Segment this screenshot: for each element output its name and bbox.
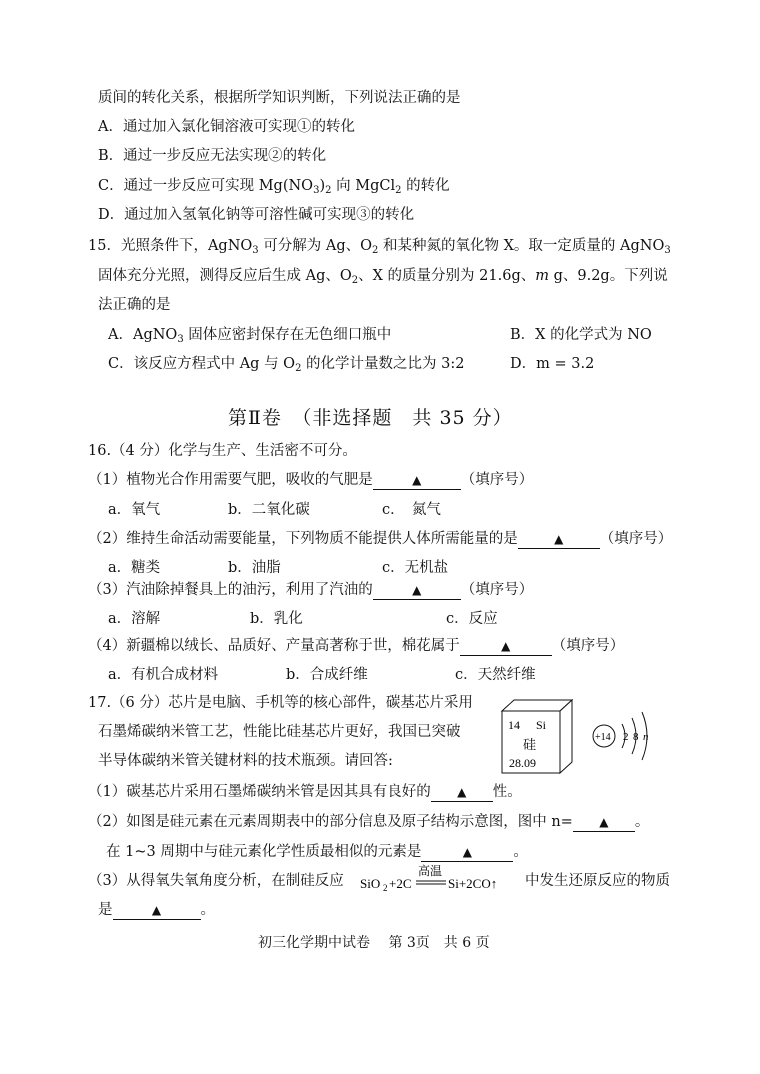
q16-p3-text: （3）汽油除掉餐具上的油污，利用了汽油的 (88, 582, 373, 598)
answer-blank[interactable]: ▲ (421, 844, 513, 862)
q14-c-sub1: 3 (313, 185, 320, 196)
answer-blank[interactable]: ▲ (460, 638, 552, 656)
atomic-structure-diagram (590, 700, 670, 770)
q17-p1-tail: 性。 (492, 784, 522, 800)
equation-right: Si+2CO↑ (448, 876, 498, 891)
q15-option-d: D．m = 3.2 (510, 356, 595, 372)
q16-part1 (88, 470, 533, 490)
q14-c-text: C．通过一步反应可实现 Mg(NO (98, 178, 314, 194)
shell-1-electrons: 2 (623, 731, 629, 743)
equation-left-c: +2C (389, 876, 412, 891)
q14-c-mid: ) (319, 178, 326, 194)
q15-l1c: 和某种氮的氧化物 X。取一定质量的 AgNO (378, 238, 665, 254)
q17-stem-1: 17.（6 分）芯片是电脑、手机等的核心部件，碳基芯片采用 (88, 695, 473, 711)
q14-option-b: B．通过一步反应无法实现②的转化 (98, 148, 327, 164)
q17-stem-3: 半导体碳纳米管关键材料的技术瓶颈。请回答: (98, 753, 393, 769)
equation-left-sio: SiO (360, 876, 381, 891)
q15-option-a (108, 325, 391, 345)
q15-l2-m: m (535, 268, 549, 284)
q16-p3-tail: （填序号） (460, 582, 534, 598)
q16-p2-opt-a: a．糖类 (108, 560, 161, 576)
q15-l2b: 、X 的质量分别为 21.6g、 (358, 268, 536, 284)
answer-blank[interactable]: ▲ (373, 472, 461, 490)
q16-p1-tail: （填序号） (460, 472, 534, 488)
element-number: 14 (508, 718, 520, 732)
answer-blank[interactable]: ▲ (373, 582, 461, 600)
q17-p3b-text: 是 (98, 902, 113, 918)
question-intro: 质间的转化关系，根据所学知识判断，下列说法正确的是 (98, 90, 461, 106)
q16-p3-opt-c: c．反应 (446, 611, 498, 627)
q17-p2-tail: 。 (634, 814, 650, 830)
q15-line3: 法正确的是 (98, 297, 171, 313)
section-title: 第Ⅱ卷 （非选择题 共 35 分） (228, 407, 513, 429)
q17-part3-tail: 中发生还原反应的物质 (525, 873, 670, 889)
q17-p2-text: （2）如图是硅元素在元素周期表中的部分信息及原子结构示意图，图中 n= (88, 814, 573, 830)
shell-2-electrons: 8 (633, 731, 639, 743)
q16-p2-text: （2）维持生命活动需要能量，下列物质不能提供人体所需能量的是 (88, 531, 518, 547)
q17-p2b-text: 在 1~3 周期中与硅元素化学性质最相似的元素是 (106, 844, 422, 860)
q17-part2b (106, 842, 528, 862)
q16-part3 (88, 580, 533, 600)
answer-blank[interactable]: ▲ (431, 784, 493, 802)
q16-p4-tail: （填序号） (551, 638, 625, 654)
periodic-table-cell (498, 697, 578, 777)
q14-c-mid2: 向 MgCl (331, 178, 396, 194)
q14-option-c (98, 176, 450, 196)
answer-blank[interactable]: ▲ (518, 531, 600, 549)
q15-a-text: A．AgNO (108, 327, 178, 343)
chemical-equation (360, 860, 520, 900)
q16-p4-opt-b: b．合成纤维 (286, 667, 368, 683)
q16-p4-opt-a: a．有机合成材料 (108, 667, 219, 683)
q14-c-sub3: 2 (395, 185, 402, 196)
reaction-condition: 高温 (418, 864, 443, 878)
answer-blank[interactable]: ▲ (573, 814, 635, 832)
q16-part4 (88, 636, 624, 656)
q16-p1-opt-b: b．二氧化碳 (228, 502, 310, 518)
answer-blank[interactable]: ▲ (113, 902, 201, 920)
q15-line1 (88, 236, 671, 256)
q17-stem-2: 石墨烯碳纳米管工艺，性能比硅基芯片更好，我国已突破 (98, 724, 461, 740)
q15-line2 (98, 266, 668, 286)
element-mass: 28.09 (509, 756, 536, 770)
q15-l2-sub: 2 (351, 275, 359, 286)
q15-a-sub: 3 (177, 334, 184, 345)
q17-part1 (88, 782, 522, 802)
q16-p2-opt-c: c．无机盐 (382, 560, 449, 576)
q16-p4-text: （4）新疆棉以绒长、品质好、产量高著称于世，棉花属于 (88, 638, 460, 654)
equation-left-sub: 2 (383, 883, 388, 893)
q16-part2 (88, 529, 672, 549)
q16-p1-text: （1）植物光合作用需要气肥，吸收的气肥是 (88, 472, 373, 488)
q17-p2b-tail: 。 (513, 844, 528, 860)
q15-c-tail: 的化学计量数之比为 3:2 (301, 356, 465, 372)
element-name: 硅 (523, 738, 537, 753)
q17-part2 (88, 812, 649, 832)
q16-p1-opt-c: c． 氮气 (382, 502, 441, 518)
q17-p1-text: （1）碳基芯片采用石墨烯碳纳米管是因其具有良好的 (88, 784, 431, 800)
q16-p2-opt-b: b．油脂 (228, 560, 281, 576)
q15-l1-sub1: 3 (252, 245, 259, 256)
q14-c-sub2: 2 (325, 185, 332, 196)
q16-stem: 16.（4 分）化学与生产、生活密不可分。 (88, 443, 357, 459)
q17-part3b (98, 900, 215, 920)
q16-p2-tail: （填序号） (599, 531, 673, 547)
q15-c-sub: 2 (295, 363, 302, 374)
q17-p3b-tail: 。 (200, 902, 215, 918)
q16-p3-opt-b: b．乳化 (250, 611, 303, 627)
nucleus-charge: +14 (595, 732, 611, 743)
element-symbol: Si (536, 718, 547, 732)
page-footer: 初三化学期中试卷 第 3页 共 6 页 (258, 935, 490, 951)
q14-c-post: 的转化 (401, 178, 450, 194)
q14-option-a: A．通过加入氯化铜溶液可实现①的转化 (98, 119, 355, 135)
q16-p3-opt-a: a．溶解 (108, 611, 161, 627)
q15-l1-sub2: 2 (372, 245, 379, 256)
q15-l2c: g、9.2g。下列说 (548, 268, 668, 284)
q17-part3-text: （3）从得氧失氧角度分析，在制硅反应 (88, 873, 344, 889)
q15-l1-sub3: 3 (664, 245, 671, 256)
q15-option-c (108, 354, 465, 374)
q15-l1b: 可分解为 Ag、O (258, 238, 373, 254)
q14-option-d: D．通过加入氢氧化钠等可溶性碱可实现③的转化 (98, 207, 415, 223)
q15-l2a: 固体充分光照，测得反应后生成 Ag、O (98, 268, 352, 284)
q16-p1-opt-a: a．氧气 (108, 502, 161, 518)
q15-c-text: C．该反应方程式中 Ag 与 O (108, 356, 296, 372)
q15-option-b: B．X 的化学式为 NO (510, 327, 652, 343)
q15-l1a: 15．光照条件下，AgNO (88, 238, 253, 254)
shell-3-electrons: n (643, 731, 649, 743)
q16-p4-opt-c: c．天然纤维 (455, 667, 536, 683)
q15-a-tail: 固体应密封保存在无色细口瓶中 (183, 327, 392, 343)
